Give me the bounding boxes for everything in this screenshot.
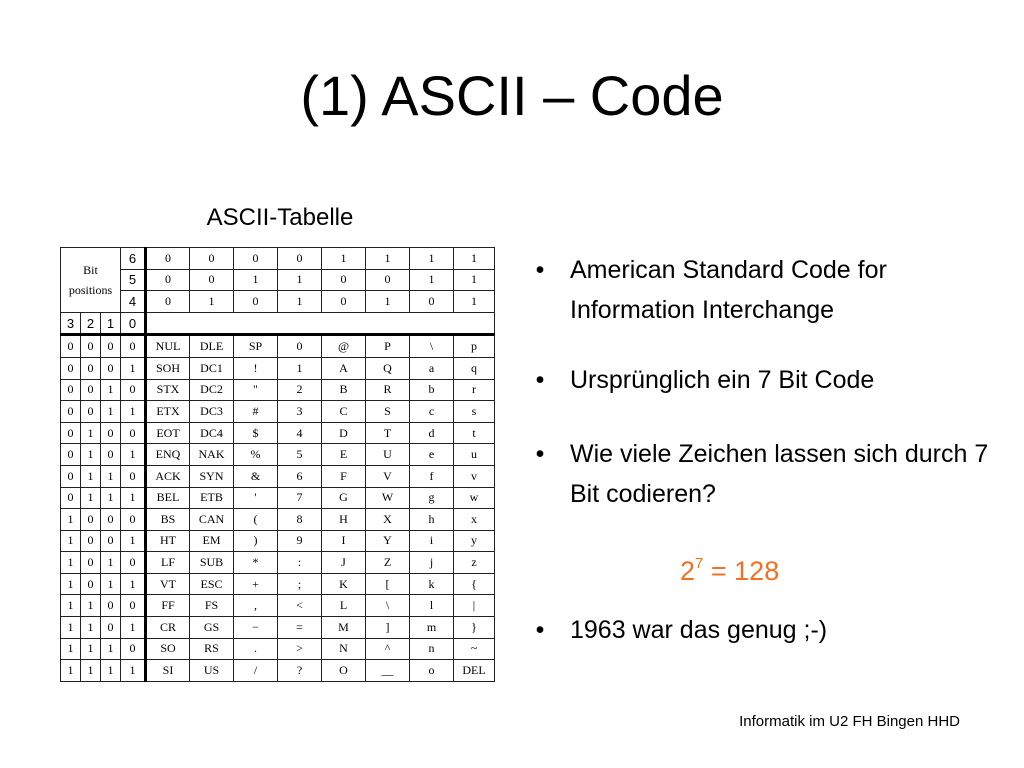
bit-header-row: [61, 291, 495, 313]
ascii-char-cell: NAK: [190, 444, 234, 466]
ascii-char-cell: SO: [146, 638, 190, 660]
table-row: [61, 638, 495, 660]
low-bit-value: 1: [101, 401, 121, 423]
bullet-marker: •: [535, 366, 545, 394]
high-bit-value: 1: [322, 248, 366, 270]
ascii-char-cell: ,: [234, 595, 278, 617]
ascii-char-cell: Z: [366, 552, 410, 574]
ascii-char-cell: (: [234, 509, 278, 531]
low-bit-value: 1: [81, 660, 101, 682]
table-row: [61, 530, 495, 552]
low-bit-value: 0: [81, 379, 101, 401]
ascii-char-cell: \: [410, 335, 454, 358]
low-bit-value: 0: [61, 422, 81, 444]
ascii-char-cell: t: [454, 422, 495, 444]
low-bit-value: 1: [61, 552, 81, 574]
ascii-char-cell: 6: [278, 465, 322, 487]
low-bit-value: 1: [61, 530, 81, 552]
ascii-char-cell: c: [410, 401, 454, 423]
low-bit-value: 1: [101, 379, 121, 401]
formula-exponent: 7: [695, 555, 704, 572]
low-bit-value: 0: [61, 465, 81, 487]
bullet-text: American Standard Code for Information Interchange: [570, 256, 887, 324]
low-bit-value: 1: [121, 401, 146, 423]
ascii-char-cell: FF: [146, 595, 190, 617]
ascii-char-cell: N: [322, 638, 366, 660]
low-bit-value: 1: [81, 638, 101, 660]
formula-result: = 128: [710, 556, 780, 586]
ascii-char-cell: g: [410, 487, 454, 509]
high-bit-value: 1: [278, 291, 322, 313]
table-row: [61, 444, 495, 466]
ascii-char-cell: v: [454, 465, 495, 487]
ascii-char-cell: X: [366, 509, 410, 531]
low-bit-value: 0: [121, 465, 146, 487]
low-bit-value: 1: [121, 530, 146, 552]
ascii-char-cell: SYN: [190, 465, 234, 487]
ascii-char-cell: NUL: [146, 335, 190, 358]
ascii-char-cell: {: [454, 573, 495, 595]
slide-title: (1) ASCII – Code: [300, 64, 724, 127]
table-row: [61, 573, 495, 595]
ascii-char-cell: LF: [146, 552, 190, 574]
high-bit-value: 1: [410, 269, 454, 291]
ascii-char-cell: J: [322, 552, 366, 574]
low-bit-value: 0: [101, 444, 121, 466]
high-bit-value: 0: [410, 291, 454, 313]
low-bit-value: 0: [121, 335, 146, 358]
bit-header-row: [61, 248, 495, 270]
ascii-char-cell: q: [454, 358, 495, 380]
ascii-char-cell: RS: [190, 638, 234, 660]
low-bit-value: 0: [121, 638, 146, 660]
ascii-char-cell: −: [234, 616, 278, 638]
bullet-item: [530, 360, 990, 400]
ascii-char-cell: ': [234, 487, 278, 509]
footer-text: Informatik im U2 FH Bingen HHD: [739, 713, 960, 730]
ascii-char-cell: ETX: [146, 401, 190, 423]
ascii-char-cell: R: [366, 379, 410, 401]
ascii-char-cell: !: [234, 358, 278, 380]
ascii-char-cell: A: [322, 358, 366, 380]
low-bit-value: 1: [101, 465, 121, 487]
low-bit-value: 1: [61, 573, 81, 595]
low-bit-value: 0: [101, 422, 121, 444]
ascii-char-cell: 5: [278, 444, 322, 466]
ascii-char-cell: P: [366, 335, 410, 358]
low-bit-value: 0: [121, 379, 146, 401]
low-bit-value: 1: [61, 595, 81, 617]
bullet-item: [530, 610, 990, 650]
low-bit-value: 1: [81, 465, 101, 487]
ascii-char-cell: E: [322, 444, 366, 466]
low-bit-value: 0: [121, 422, 146, 444]
ascii-char-cell: O: [322, 660, 366, 682]
table-row: [61, 595, 495, 617]
high-bit-value: 0: [146, 269, 190, 291]
ascii-char-cell: 9: [278, 530, 322, 552]
ascii-char-cell: ): [234, 530, 278, 552]
ascii-char-cell: ~: [454, 638, 495, 660]
ascii-char-cell: STX: [146, 379, 190, 401]
low-bit-value: 0: [81, 401, 101, 423]
low-bit-value: 1: [81, 595, 101, 617]
ascii-char-cell: SI: [146, 660, 190, 682]
low-bit-value: 1: [81, 422, 101, 444]
bullet-marker: •: [535, 256, 545, 284]
bit-index-label: 2: [81, 312, 101, 335]
ascii-char-cell: ^: [366, 638, 410, 660]
formula-base: 2: [680, 556, 696, 586]
formula: [680, 544, 779, 591]
high-bit-value: 1: [190, 291, 234, 313]
ascii-char-cell: /: [234, 660, 278, 682]
ascii-char-cell: :: [278, 552, 322, 574]
ascii-char-cell: L: [322, 595, 366, 617]
high-bit-value: 0: [234, 291, 278, 313]
low-bit-value: 1: [121, 444, 146, 466]
low-bit-value: 1: [61, 660, 81, 682]
ascii-char-cell: 8: [278, 509, 322, 531]
low-bit-value: 0: [101, 335, 121, 358]
high-bit-value: 0: [278, 248, 322, 270]
low-bit-value: 0: [61, 444, 81, 466]
ascii-char-cell: DEL: [454, 660, 495, 682]
table-row: [61, 335, 495, 358]
low-bit-value: 0: [81, 509, 101, 531]
high-bit-value: 0: [146, 291, 190, 313]
low-bit-value: 1: [61, 638, 81, 660]
ascii-char-cell: 2: [278, 379, 322, 401]
ascii-char-cell: U: [366, 444, 410, 466]
ascii-char-cell: GS: [190, 616, 234, 638]
ascii-char-cell: DC3: [190, 401, 234, 423]
ascii-char-cell: VT: [146, 573, 190, 595]
low-bit-value: 0: [101, 595, 121, 617]
high-bit-value: 0: [146, 248, 190, 270]
bullet-marker: •: [535, 616, 545, 644]
ascii-char-cell: BS: [146, 509, 190, 531]
ascii-char-cell: FS: [190, 595, 234, 617]
ascii-char-cell: HT: [146, 530, 190, 552]
low-bit-value: 1: [121, 487, 146, 509]
ascii-char-cell: u: [454, 444, 495, 466]
high-bit-value: 1: [234, 269, 278, 291]
ascii-char-cell: j: [410, 552, 454, 574]
ascii-char-cell: SP: [234, 335, 278, 358]
low-bit-value: 0: [81, 335, 101, 358]
ascii-char-cell: ;: [278, 573, 322, 595]
high-bit-value: 1: [410, 248, 454, 270]
ascii-char-cell: EOT: [146, 422, 190, 444]
ascii-char-cell: M: [322, 616, 366, 638]
low-bit-value: 0: [61, 379, 81, 401]
high-bit-value: 0: [322, 269, 366, 291]
low-bit-value: 1: [101, 552, 121, 574]
table-caption: ASCII-Tabelle: [206, 204, 354, 231]
ascii-char-cell: #: [234, 401, 278, 423]
high-bit-value: 0: [190, 248, 234, 270]
ascii-char-cell: d: [410, 422, 454, 444]
bit-index-label: 3: [61, 312, 81, 335]
bit-header-label: positions: [68, 282, 113, 297]
ascii-char-cell: l: [410, 595, 454, 617]
ascii-char-cell: Q: [366, 358, 410, 380]
ascii-char-cell: D: [322, 422, 366, 444]
low-bit-value: 0: [101, 358, 121, 380]
ascii-char-cell: ENQ: [146, 444, 190, 466]
high-bit-value: 0: [234, 248, 278, 270]
ascii-char-cell: G: [322, 487, 366, 509]
low-bit-value: 0: [101, 616, 121, 638]
low-bit-value: 1: [81, 444, 101, 466]
ascii-char-cell: ?: [278, 660, 322, 682]
bullet-text: 1963 war das genug ;-): [570, 616, 828, 644]
high-bit-value: 0: [190, 269, 234, 291]
ascii-char-cell: e: [410, 444, 454, 466]
ascii-char-cell: >: [278, 638, 322, 660]
bullet-item: [530, 250, 990, 330]
low-bit-value: 0: [101, 530, 121, 552]
ascii-char-cell: BEL: [146, 487, 190, 509]
bit-index-label: 1: [101, 312, 121, 335]
ascii-char-cell: m: [410, 616, 454, 638]
ascii-char-cell: *: [234, 552, 278, 574]
low-bit-value: 1: [101, 660, 121, 682]
ascii-char-cell: =: [278, 616, 322, 638]
ascii-char-cell: I: [322, 530, 366, 552]
table-row: [61, 358, 495, 380]
ascii-char-cell: <: [278, 595, 322, 617]
low-bit-value: 0: [81, 358, 101, 380]
low-bit-value: 1: [101, 573, 121, 595]
ascii-char-cell: ACK: [146, 465, 190, 487]
empty-cell: [146, 312, 495, 335]
ascii-char-cell: @: [322, 335, 366, 358]
ascii-char-cell: f: [410, 465, 454, 487]
ascii-char-cell: n: [410, 638, 454, 660]
ascii-char-cell: &: [234, 465, 278, 487]
table-row: [61, 401, 495, 423]
bullet-text: Wie viele Zeichen lassen sich durch 7 Bit codieren?: [570, 440, 989, 508]
low-bit-value: 1: [81, 616, 101, 638]
ascii-char-cell: 4: [278, 422, 322, 444]
ascii-char-cell: __: [366, 660, 410, 682]
ascii-char-cell: W: [366, 487, 410, 509]
low-bit-value: 1: [121, 660, 146, 682]
bit-index-label: 5: [121, 269, 146, 291]
low-bit-value: 0: [81, 530, 101, 552]
ascii-char-cell: h: [410, 509, 454, 531]
ascii-char-cell: V: [366, 465, 410, 487]
ascii-char-cell: H: [322, 509, 366, 531]
ascii-char-cell: C: [322, 401, 366, 423]
ascii-char-cell: k: [410, 573, 454, 595]
bullet-text: Ursprünglich ein 7 Bit Code: [570, 366, 875, 394]
low-bit-value: 0: [61, 358, 81, 380]
bit-index-label: 6: [121, 248, 146, 270]
low-bit-value: 0: [61, 335, 81, 358]
ascii-table: [60, 247, 495, 682]
table-row: [61, 487, 495, 509]
ascii-char-cell: }: [454, 616, 495, 638]
ascii-char-cell: SOH: [146, 358, 190, 380]
ascii-char-cell: a: [410, 358, 454, 380]
ascii-table-body: [61, 248, 495, 682]
low-bit-value: 1: [61, 509, 81, 531]
ascii-char-cell: o: [410, 660, 454, 682]
high-bit-value: 0: [322, 291, 366, 313]
ascii-char-cell: Y: [366, 530, 410, 552]
low-bit-value: 0: [61, 487, 81, 509]
ascii-char-cell: w: [454, 487, 495, 509]
low-bit-value: 0: [101, 509, 121, 531]
low-bit-value: 0: [61, 401, 81, 423]
low-bit-value: 0: [121, 552, 146, 574]
ascii-char-cell: US: [190, 660, 234, 682]
ascii-char-cell: K: [322, 573, 366, 595]
ascii-char-cell: p: [454, 335, 495, 358]
high-bit-value: 1: [366, 291, 410, 313]
high-bit-value: 1: [278, 269, 322, 291]
bit-header-label: Bit: [83, 262, 98, 277]
bit-header-row: [61, 269, 495, 291]
ascii-char-cell: ETB: [190, 487, 234, 509]
bit-index-label: 4: [121, 291, 146, 313]
ascii-char-cell: \: [366, 595, 410, 617]
ascii-char-cell: CAN: [190, 509, 234, 531]
low-bit-value: 0: [81, 552, 101, 574]
ascii-char-cell: i: [410, 530, 454, 552]
ascii-char-cell: x: [454, 509, 495, 531]
bit-index-label: 0: [121, 312, 146, 335]
low-bit-label-row: [61, 312, 495, 335]
low-bit-value: 0: [121, 595, 146, 617]
ascii-char-cell: 0: [278, 335, 322, 358]
bullet-item: [530, 434, 990, 514]
high-bit-value: 1: [366, 248, 410, 270]
low-bit-value: 0: [121, 509, 146, 531]
ascii-char-cell: |: [454, 595, 495, 617]
table-row: [61, 660, 495, 682]
ascii-char-cell: z: [454, 552, 495, 574]
ascii-char-cell: DC1: [190, 358, 234, 380]
ascii-char-cell: $: [234, 422, 278, 444]
table-row: [61, 616, 495, 638]
table-row: [61, 465, 495, 487]
table-row: [61, 509, 495, 531]
ascii-char-cell: B: [322, 379, 366, 401]
ascii-char-cell: ]: [366, 616, 410, 638]
ascii-char-cell: +: [234, 573, 278, 595]
high-bit-value: 1: [454, 291, 495, 313]
ascii-char-cell: s: [454, 401, 495, 423]
low-bit-value: 1: [101, 638, 121, 660]
low-bit-value: 1: [101, 487, 121, 509]
ascii-char-cell: y: [454, 530, 495, 552]
high-bit-value: 1: [454, 248, 495, 270]
low-bit-value: 1: [121, 616, 146, 638]
ascii-char-cell: EM: [190, 530, 234, 552]
table-row: [61, 422, 495, 444]
ascii-char-cell: 3: [278, 401, 322, 423]
ascii-char-cell: F: [322, 465, 366, 487]
low-bit-value: 1: [121, 573, 146, 595]
ascii-char-cell: DC4: [190, 422, 234, 444]
low-bit-value: 1: [61, 616, 81, 638]
bullet-marker: •: [535, 440, 545, 468]
low-bit-value: 1: [81, 487, 101, 509]
ascii-char-cell: 7: [278, 487, 322, 509]
ascii-char-cell: S: [366, 401, 410, 423]
ascii-char-cell: DC2: [190, 379, 234, 401]
high-bit-value: 1: [454, 269, 495, 291]
table-row: [61, 552, 495, 574]
table-row: [61, 379, 495, 401]
ascii-char-cell: b: [410, 379, 454, 401]
ascii-char-cell: ": [234, 379, 278, 401]
ascii-char-cell: ESC: [190, 573, 234, 595]
high-bit-value: 0: [366, 269, 410, 291]
ascii-char-cell: DLE: [190, 335, 234, 358]
ascii-char-cell: 1: [278, 358, 322, 380]
ascii-char-cell: T: [366, 422, 410, 444]
low-bit-value: 1: [121, 358, 146, 380]
ascii-char-cell: SUB: [190, 552, 234, 574]
low-bit-value: 0: [81, 573, 101, 595]
ascii-char-cell: .: [234, 638, 278, 660]
bit-positions-header: [61, 248, 121, 313]
ascii-char-cell: r: [454, 379, 495, 401]
ascii-char-cell: CR: [146, 616, 190, 638]
ascii-char-cell: %: [234, 444, 278, 466]
ascii-char-cell: [: [366, 573, 410, 595]
